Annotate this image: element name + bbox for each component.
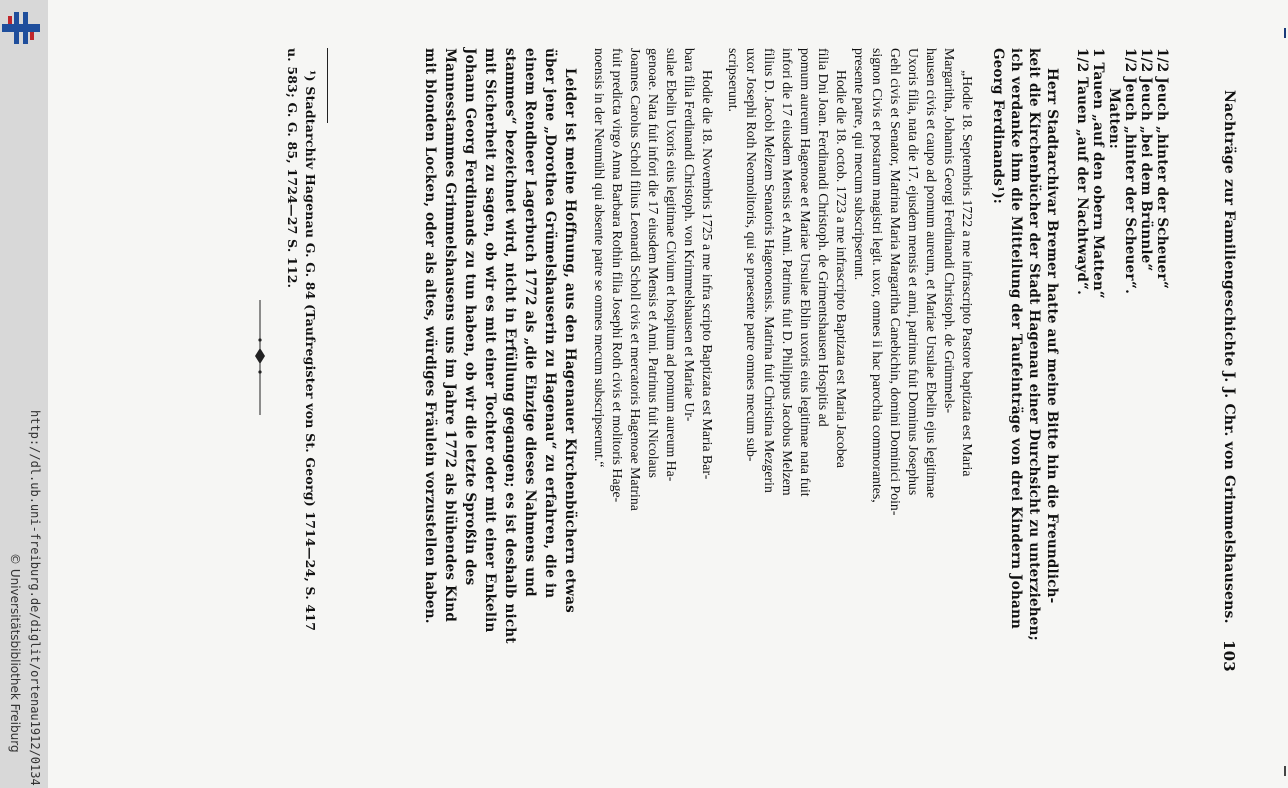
body-line: presente patre, qui mecum subscripserunt.	[852, 48, 867, 281]
body-line: Leider ist meine Hoffnung, aus den Hagenauer Kirchenbüchern etwas	[562, 68, 578, 613]
body-line: Gehl civis et Senator, Matrina Maria Margaritha Canebichin, domini Dominici Poin-	[888, 48, 903, 516]
body-line: Mannesstammes Grimmelshausens uns im Jahre 1772 als blühendes Kind	[442, 48, 458, 622]
running-title: Nachträge zur Familiengeschichte J. J. Chr. von Grimmelshausens.	[1221, 90, 1237, 624]
body-line: scripserunt.	[726, 48, 741, 112]
scanned-page	[48, 0, 1280, 788]
body-line: filius D. Jacobi Melzem Senatoris Hagenoensis. Matrina fuit Christina Mezgerin	[762, 48, 777, 493]
body-line: ich verdanke ihm die Mitteilung der Taufeinträge von drei Kindern Johann	[1008, 48, 1024, 629]
body-line: Herr Stadtarchivar Bremer hatte auf meine Bitte hin die Freundlich-	[1044, 68, 1060, 604]
body-line: pomum aureum Hagenoae et Mariae Ursulae Eblin uxoris eius legitimae nata fuit	[798, 48, 813, 497]
copyright-notice: © Universitätsbibliothek Freiburg	[8, 553, 22, 753]
body-line: Johann Georg Ferdinands zu tun haben, ob wir die letzte Sproßin des	[462, 48, 478, 586]
body-line: einem Rendheer Lagerbuch 1772 als „die Einzige dieses Nahmens und	[522, 48, 538, 597]
list-item: 1 Tauen „auf den obern Matten“	[1090, 48, 1106, 299]
body-line: über jene „Dorothea Grümelshauserin zu Hagenau“ zu erfahren, die in	[542, 48, 558, 599]
body-line: Uxoris filia, nata die 17. ejusdem mensis et anni, patrinus fuit Dominus Josephus	[906, 48, 921, 496]
body-line: sulae Ebelin Uxoris eius legitimae Civium et hospitum ad pomum aureum Ha-	[664, 48, 679, 482]
list-heading: Matten:	[1106, 88, 1122, 149]
page-number: 103	[1220, 640, 1238, 672]
body-line: Joannes Carolus Scholl filius Leonardi Scholl civis et mercatoris Hagenoae Matrina	[628, 48, 643, 511]
footnote-line: u. 583; G. G. 85, 1724—27 S. 112.	[285, 48, 300, 289]
footnote-line: ¹) Stadtarchiv Hagenau G. G. 84 (Taufregister von St. Georg) 1714—24, S. 417	[303, 70, 318, 632]
body-line: hausen civis et caupo ad pomum aureum, et Mariae Ursulae Ebelin ejus legitimae	[924, 48, 939, 499]
body-line: fuit predicta virgo Anna Barbara Rothin filia Josephi Roth civis et molitoris Hage-	[610, 48, 625, 503]
body-line: uxor Josephi Roth Neomolitoris, qui se praesente patre omnes mecum sub-	[744, 48, 759, 462]
edge-marker	[1284, 28, 1286, 38]
body-line: bara filia Ferdinandi Christoph. von Krimmelshausen et Mariae Ur-	[682, 48, 697, 422]
body-line: mit blonden Locken, oder als altes, würdiges Fräulein vorzustellen haben.	[422, 48, 438, 624]
viewer-sidebar	[0, 0, 48, 788]
body-line: „Hodie 18. Septembris 1722 a me infrascripto Pastore baptizata est Maria	[960, 70, 975, 477]
body-line: keit die Kirchenbücher der Stadt Hagenau einer Durchsicht zu unterziehen;	[1026, 48, 1042, 641]
page-edge	[1280, 0, 1288, 788]
list-item: 1/2 Tauen „auf der Nachtwayd“.	[1074, 48, 1090, 295]
body-line: Hodie die 18. octob. 1723 a me infrascripto Baptizata est Maria Jacobea	[834, 70, 849, 469]
body-line: mit Sicherheit zu sagen, ob wir es mit einer Tochter oder mit einer Enkelin	[482, 48, 498, 633]
body-line: genoae. Nata fuit infori die 17 eiusdem Mensis et Anni. Patrinus fuit Nicolaus	[646, 48, 661, 478]
list-item: 1/2 Jeuch „hinter der Scheuer“.	[1122, 48, 1138, 294]
body-line: infori die 17 eiusdem Mensis et Anni. Patrinus fuit D. Philippus Jacobus Melzem	[780, 48, 795, 496]
body-line: stammes“ bezeichnet wird, nicht in Erfüllung gegangen; es ist deshalb nicht	[502, 48, 518, 644]
body-line: noensis in der Neumühl qui absente patre se omnes mecum subscripserunt.“	[592, 48, 607, 468]
edge-marker	[1284, 766, 1286, 776]
end-ornament-icon	[248, 300, 272, 415]
footnote-rule	[327, 48, 328, 123]
body-line: signon Civis et postarum magistri legit. uxor, omnes ii hac parochia commorantes,	[870, 48, 885, 503]
body-line: Hodie die 18. Novembris 1725 a me infra scripto Baptizata est Maria Bar-	[700, 70, 715, 480]
credits	[2, 0, 46, 788]
list-item: 1/2 Jeuch „hinter der Scheuer“	[1154, 48, 1170, 290]
list-item: 1/2 Jeuch „bei dem Brünnle“	[1138, 48, 1154, 272]
body-line: Margaritha, Johannis Georgi Ferdinandi Christoph. de Grümmels-	[942, 48, 957, 414]
body-line: filia Dni Joan. Ferdinandi Christoph. de Grimentshausen Hospitis ad	[816, 48, 831, 427]
source-url-link[interactable]: http://dl.ub.uni-freiburg.de/diglit/ortenau1912/0134	[28, 410, 42, 786]
body-line: Georg Ferdinands¹):	[990, 48, 1006, 204]
